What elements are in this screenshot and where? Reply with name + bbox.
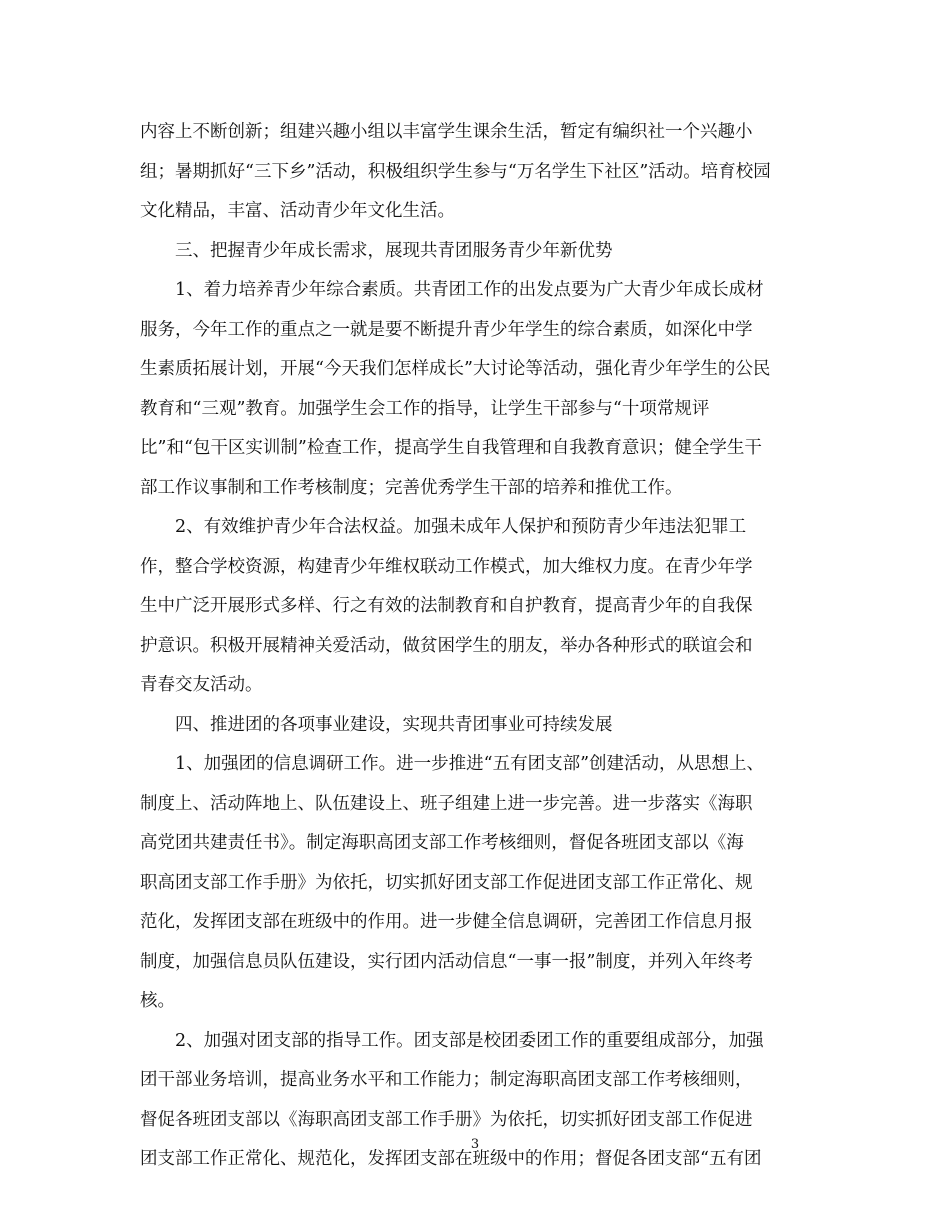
page-number: 3 — [470, 1137, 480, 1152]
text-line: 制度，加强信息员队伍建设，实行团内活动信息“一事一报”制度，并列入年终考 — [140, 951, 753, 972]
text-line: 青春交友活动。 — [140, 675, 263, 695]
text-line: 团支部工作正常化、规范化，发挥团支部在班级中的作用；督促各团支部“五有团 — [140, 1149, 762, 1169]
text-line: 团干部业务培训，提高业务水平和工作能力；制定海职高团支部工作考核细则， — [140, 1070, 753, 1090]
text-line: 1、加强团的信息调研工作。进一步推进“五有团支部”创建活动，从思想上、 — [175, 754, 765, 774]
text-line: 教育和“三观”教育。加强学生会工作的指导，让学生干部参与“十项常规评 — [140, 398, 710, 419]
text-line: 高党团共建责任书》。制定海职高团支部工作考核细则，督促各班团支部以《海 — [140, 833, 744, 853]
text-line: 2、有效维护青少年合法权益。加强未成年人保护和预防青少年违法犯罪工 — [175, 517, 747, 537]
text-line: 生中广泛开展形式多样、行之有效的法制教育和自护教育，提高青少年的自我保 — [140, 596, 753, 616]
text-line: 内容上不断创新；组建兴趣小组以丰富学生课余生活，暂定有编织社一个兴趣小 — [140, 122, 753, 142]
text-line: 2、加强对团支部的指导工作。团支部是校团委团工作的重要组成部分，加强 — [175, 1030, 764, 1051]
text-line: 护意识。积极开展精神关爱活动，做贫困学生的朋友，举办各种形式的联谊会和 — [140, 635, 753, 656]
text-line: 作，整合学校资源，构建青少年维权联动工作模式，加大维权力度。在青少年学 — [140, 556, 753, 577]
text-line: 部工作议事制和工作考核制度；完善优秀学生干部的培养和推优工作。 — [140, 477, 683, 498]
text-line: 比”和“包干区实训制”检查工作，提高学生自我管理和自我教育意识；健全学生干 — [140, 438, 762, 458]
document-body — [140, 113, 830, 1180]
text-line: 服务，今年工作的重点之一就是要不断提升青少年学生的综合素质，如深化中学 — [140, 319, 753, 340]
text-line: 范化，发挥团支部在班级中的作用。进一步健全信息调研，完善团工作信息月报 — [140, 912, 753, 932]
text-line: 核。 — [140, 991, 175, 1011]
text-line: 组；暑期抓好“三下乡”活动，积极组织学生参与“万名学生下社区”活动。培育校园 — [140, 161, 771, 182]
section-heading: 四、推进团的各项事业建设，实现共青团事业可持续发展 — [175, 714, 613, 735]
text-line: 督促各班团支部以《海职高团支部工作手册》为依托，切实抓好团支部工作促进 — [140, 1109, 753, 1130]
text-line: 1、着力培养青少年综合素质。共青团工作的出发点要为广大青少年成长成材 — [175, 280, 764, 300]
text-line: 职高团支部工作手册》为依托，切实抓好团支部工作促进团支部工作正常化、规 — [140, 872, 753, 893]
text-line: 制度上、活动阵地上、队伍建设上、班子组建上进一步完善。进一步落实《海职 — [140, 793, 753, 814]
text-line: 生素质拓展计划，开展“今天我们怎样成长”大讨论等活动，强化青少年学生的公民 — [140, 359, 771, 379]
section-heading: 三、把握青少年成长需求，展现共青团服务青少年新优势 — [175, 240, 613, 261]
text-line: 文化精品，丰富、活动青少年文化生活。 — [140, 201, 455, 221]
